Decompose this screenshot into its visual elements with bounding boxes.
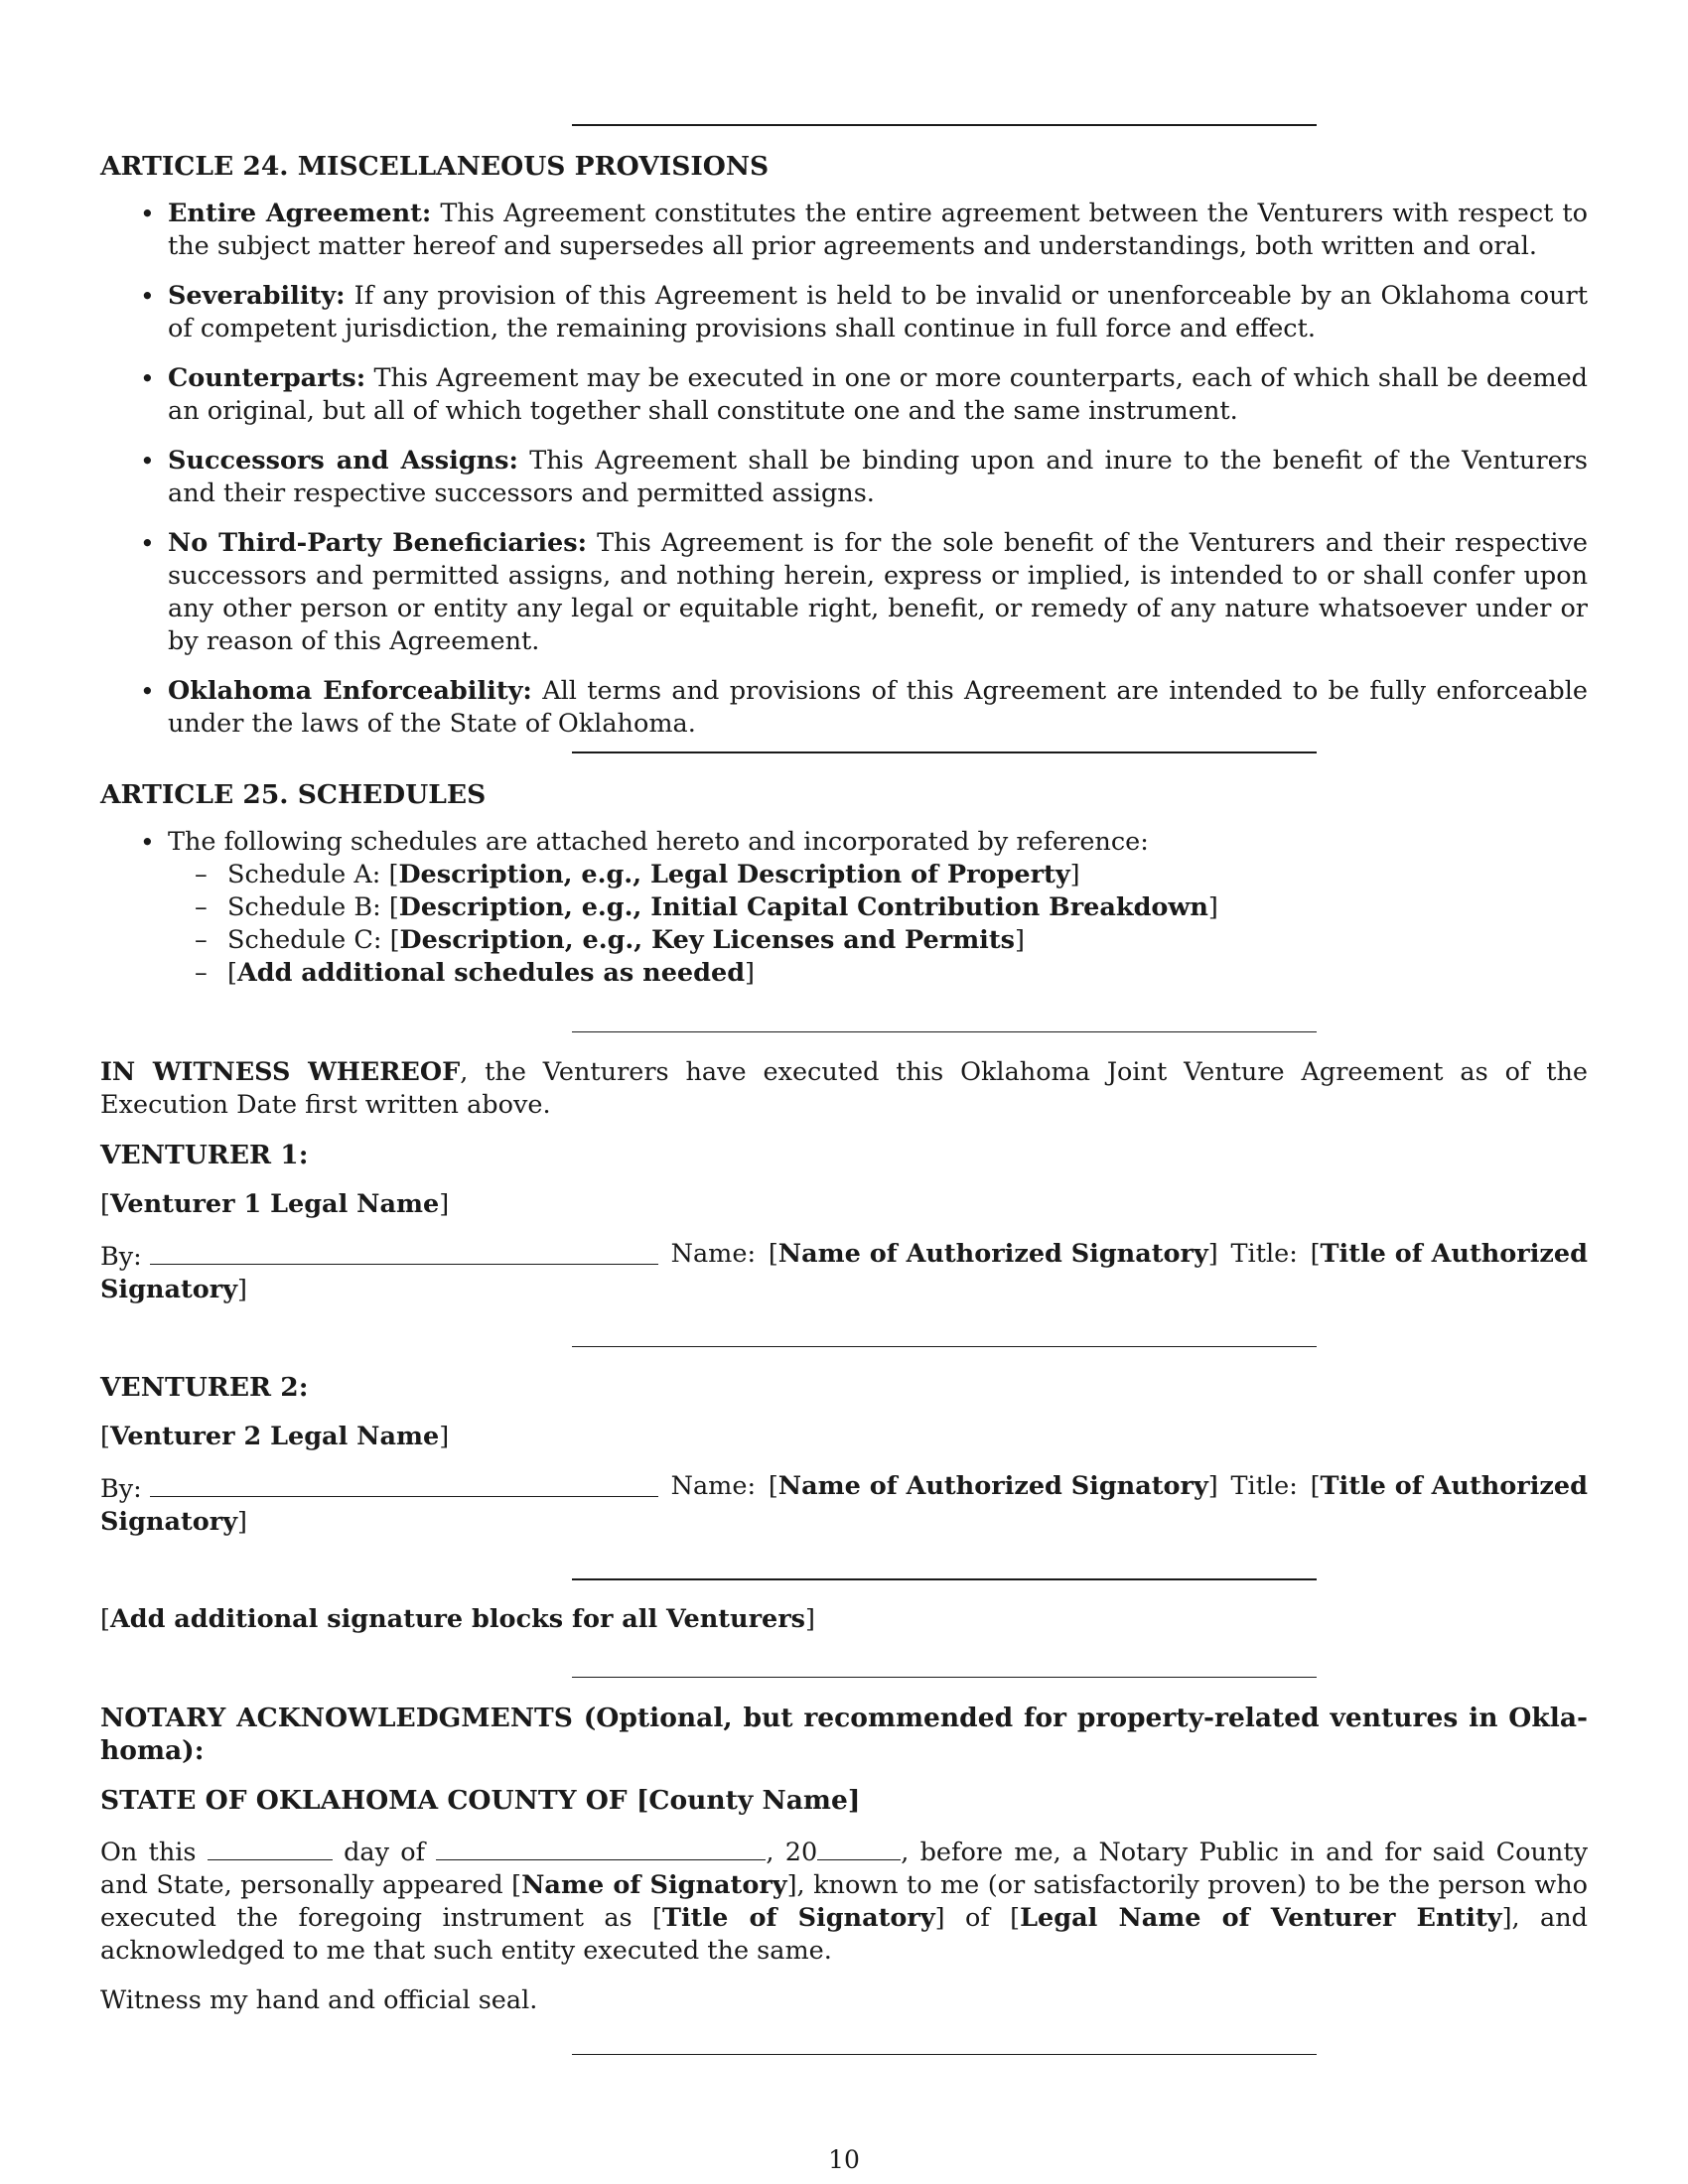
notary-heading-cont: homa): bbox=[100, 1735, 205, 1766]
name-value: [Name of Authorized Signatory] bbox=[768, 1239, 1218, 1269]
list-item: • Successors and Assigns: This Agreement shall be binding upon and inure to the benefit of the Venturers and their respective successors and permitted assigns. bbox=[140, 446, 1589, 508]
schedule-item: – Schedule B: [Description, e.g., Initial Capital Contribution Breakdown] bbox=[195, 892, 1218, 922]
provisions-list bbox=[100, 198, 1588, 741]
notary-section bbox=[100, 1702, 1588, 2017]
venturer-legal-name: [Venturer 1 Legal Name] bbox=[100, 1189, 450, 1219]
venturer-heading: VENTURER 2: bbox=[100, 1372, 309, 1403]
witness-clause bbox=[100, 1056, 1588, 1122]
provision-text: This Agreement may be executed in one or more counterparts, each of which shall be deemed an original, but all of which together shall constitute one and the same instrument. bbox=[168, 363, 1589, 426]
name-label: Name: bbox=[670, 1471, 757, 1501]
article-25 bbox=[100, 778, 1588, 990]
venturer-legal-name: [Venturer 2 Legal Name] bbox=[100, 1422, 450, 1451]
schedule-desc: Description, e.g., Key Licenses and Permits bbox=[399, 925, 1016, 955]
year-blank[interactable] bbox=[817, 1834, 901, 1860]
name-label: Name: bbox=[670, 1239, 757, 1269]
schedules-intro: The following schedules are attached hereto and incorporated by reference: bbox=[168, 827, 1149, 857]
schedule-item: – [Add additional schedules as needed] bbox=[195, 958, 755, 988]
section-divider bbox=[572, 2054, 1317, 2055]
provision-term: Entire Agreement: bbox=[168, 199, 432, 228]
venturer-heading: VENTURER 1: bbox=[100, 1140, 309, 1170]
provision-term: No Third-Party Beneficiaries: bbox=[168, 528, 588, 558]
by-label: By: bbox=[100, 1242, 142, 1272]
schedule-sublist bbox=[100, 859, 1588, 990]
schedule-label: Schedule C: bbox=[227, 925, 390, 955]
provision-text: This Agreement shall be binding upon and inure to the benefit of the Venturers and their respective successors and permitted assigns. bbox=[168, 446, 1589, 508]
article-24-heading: ARTICLE 24. MISCELLANEOUS PROVISIONS bbox=[100, 151, 770, 182]
signature-line: By: Name: [Name of Authorized Signatory] Title: [Title of Authorized Signatory] bbox=[100, 1239, 1588, 1304]
provision-term: Oklahoma Enforceability: bbox=[168, 676, 532, 706]
section-divider bbox=[572, 1346, 1317, 1347]
section-divider bbox=[572, 124, 1317, 126]
list-item: • Counterparts: This Agreement may be executed in one or more counterparts, each of which shall be deemed an original, but all of which together shall constitute one and the same instrument. bbox=[140, 363, 1589, 426]
schedule-item: – Schedule A: [Description, e.g., Legal Description of Property] bbox=[195, 860, 1080, 889]
day-blank[interactable] bbox=[208, 1834, 333, 1860]
list-item: • No Third-Party Beneficiaries: This Agreement is for the sole benefit of the Venturers and their respective successors and permitted assigns, and nothing herein, express or implied, is intended to or shall confer upon any other person or entity any legal or equitable right, benefit, or remedy of any nature whatsoever under or by reason of this Agreement. bbox=[140, 528, 1588, 656]
signature-blank[interactable] bbox=[150, 1238, 658, 1265]
signature-blank[interactable] bbox=[150, 1470, 658, 1497]
by-label: By: bbox=[100, 1474, 142, 1504]
additional-signature-blocks: [Add additional signature blocks for all Venturers] bbox=[100, 1604, 815, 1634]
venturer-1-block bbox=[100, 1139, 1588, 1306]
provision-term: Counterparts: bbox=[168, 363, 366, 393]
schedule-desc: Description, e.g., Initial Capital Contribution Breakdown bbox=[398, 892, 1208, 922]
month-blank[interactable] bbox=[436, 1834, 766, 1860]
state-county-line: STATE OF OKLAHOMA COUNTY OF [County Name] bbox=[100, 1785, 861, 1816]
schedule-desc: Add additional schedules as needed bbox=[236, 958, 746, 988]
title-label: Title: bbox=[1230, 1239, 1298, 1269]
provision-text: This Agreement is for the sole benefit of the Venturers and their respective successors and permitted assigns, and nothing herein, express or implied, is intended to or shall confer upon any other person or entity any legal or equitable right, benefit, or remedy of any nature whatsoever under or by reason of this Agreement. bbox=[168, 528, 1588, 656]
article-25-heading: ARTICLE 25. SCHEDULES bbox=[100, 779, 487, 810]
section-divider bbox=[572, 1031, 1317, 1032]
list-item: • Entire Agreement: This Agreement constitutes the entire agreement between the Venturers with respect to the subject matter hereof and supersedes all prior agreements and understandings, both written and oral. bbox=[140, 199, 1589, 261]
provision-text: If any provision of this Agreement is held to be invalid or unenforceable by an Oklahoma court of competent jurisdiction, the remaining provisions shall continue in full force and effect. bbox=[168, 281, 1588, 343]
name-value: [Name of Authorized Signatory] bbox=[768, 1471, 1218, 1501]
notary-heading: NOTARY ACKNOWLEDGMENTS (Optional, but recommended for property-related ventures in Okla- bbox=[100, 1703, 1588, 1733]
provision-term: Severability: bbox=[168, 281, 346, 311]
section-divider bbox=[572, 1578, 1317, 1580]
schedule-label: Schedule A: bbox=[227, 860, 389, 889]
witness-text: , the Venturers have executed this Oklahoma Joint Venture Agreement as of the Execution Date first written above. bbox=[100, 1057, 1588, 1120]
list-item: • Severability: If any provision of this Agreement is held to be invalid or unenforceable by an Oklahoma court of competent jurisdiction, the remaining provisions shall continue in full force and effect. bbox=[140, 281, 1588, 343]
article-24 bbox=[100, 150, 1588, 757]
provision-term: Successors and Assigns: bbox=[168, 446, 518, 476]
list-item: • Oklahoma Enforceability: All terms and provisions of this Agreement are intended to be fully enforceable under the laws of the State of Oklahoma. bbox=[140, 676, 1588, 739]
schedule-label: Schedule B: bbox=[227, 892, 389, 922]
section-divider bbox=[572, 751, 1317, 753]
venturer-2-block bbox=[100, 1371, 1588, 1539]
title-value: [Title of Authorized bbox=[1310, 1239, 1588, 1269]
list-item: • The following schedules are attached hereto and incorporated by reference: bbox=[140, 827, 1149, 857]
signature-line: By: Name: [Name of Authorized Signatory] Title: [Title of Authorized Signatory] bbox=[100, 1471, 1588, 1537]
title-value-cont: Signatory bbox=[100, 1275, 238, 1304]
title-value-cont: Signatory bbox=[100, 1507, 238, 1537]
page-number: 10 bbox=[828, 2145, 860, 2174]
title-value: [Title of Authorized bbox=[1310, 1471, 1588, 1501]
schedule-item: – Schedule C: [Description, e.g., Key Licenses and Permits] bbox=[195, 925, 1025, 955]
section-divider bbox=[572, 1677, 1317, 1678]
provision-text: All terms and provisions of this Agreement are intended to be fully enforceable under the laws of the State of Oklahoma. bbox=[168, 676, 1588, 739]
schedules-list bbox=[100, 826, 1588, 859]
notary-paragraph: On this day of , 20 , before me, a Notary Public in and for said County and State, personally appeared [Name of Signatory], known to me (or satisfactorily proven) to be the person who executed the foregoing instrument as [Title of Signatory] of [Legal Name of Venturer Entity], and acknowledged to me that such entity executed the same. bbox=[100, 1834, 1588, 1968]
title-label: Title: bbox=[1230, 1471, 1298, 1501]
document-page bbox=[100, 0, 1588, 2184]
witness-hand: Witness my hand and official seal. bbox=[100, 1985, 538, 2015]
provision-text: This Agreement constitutes the entire agreement between the Venturers with respect to the subject matter hereof and supersedes all prior agreements and understandings, both written and oral. bbox=[168, 199, 1589, 261]
witness-lead: IN WITNESS WHEREOF bbox=[100, 1057, 461, 1087]
schedule-desc: Description, e.g., Legal Description of Property bbox=[398, 860, 1070, 889]
